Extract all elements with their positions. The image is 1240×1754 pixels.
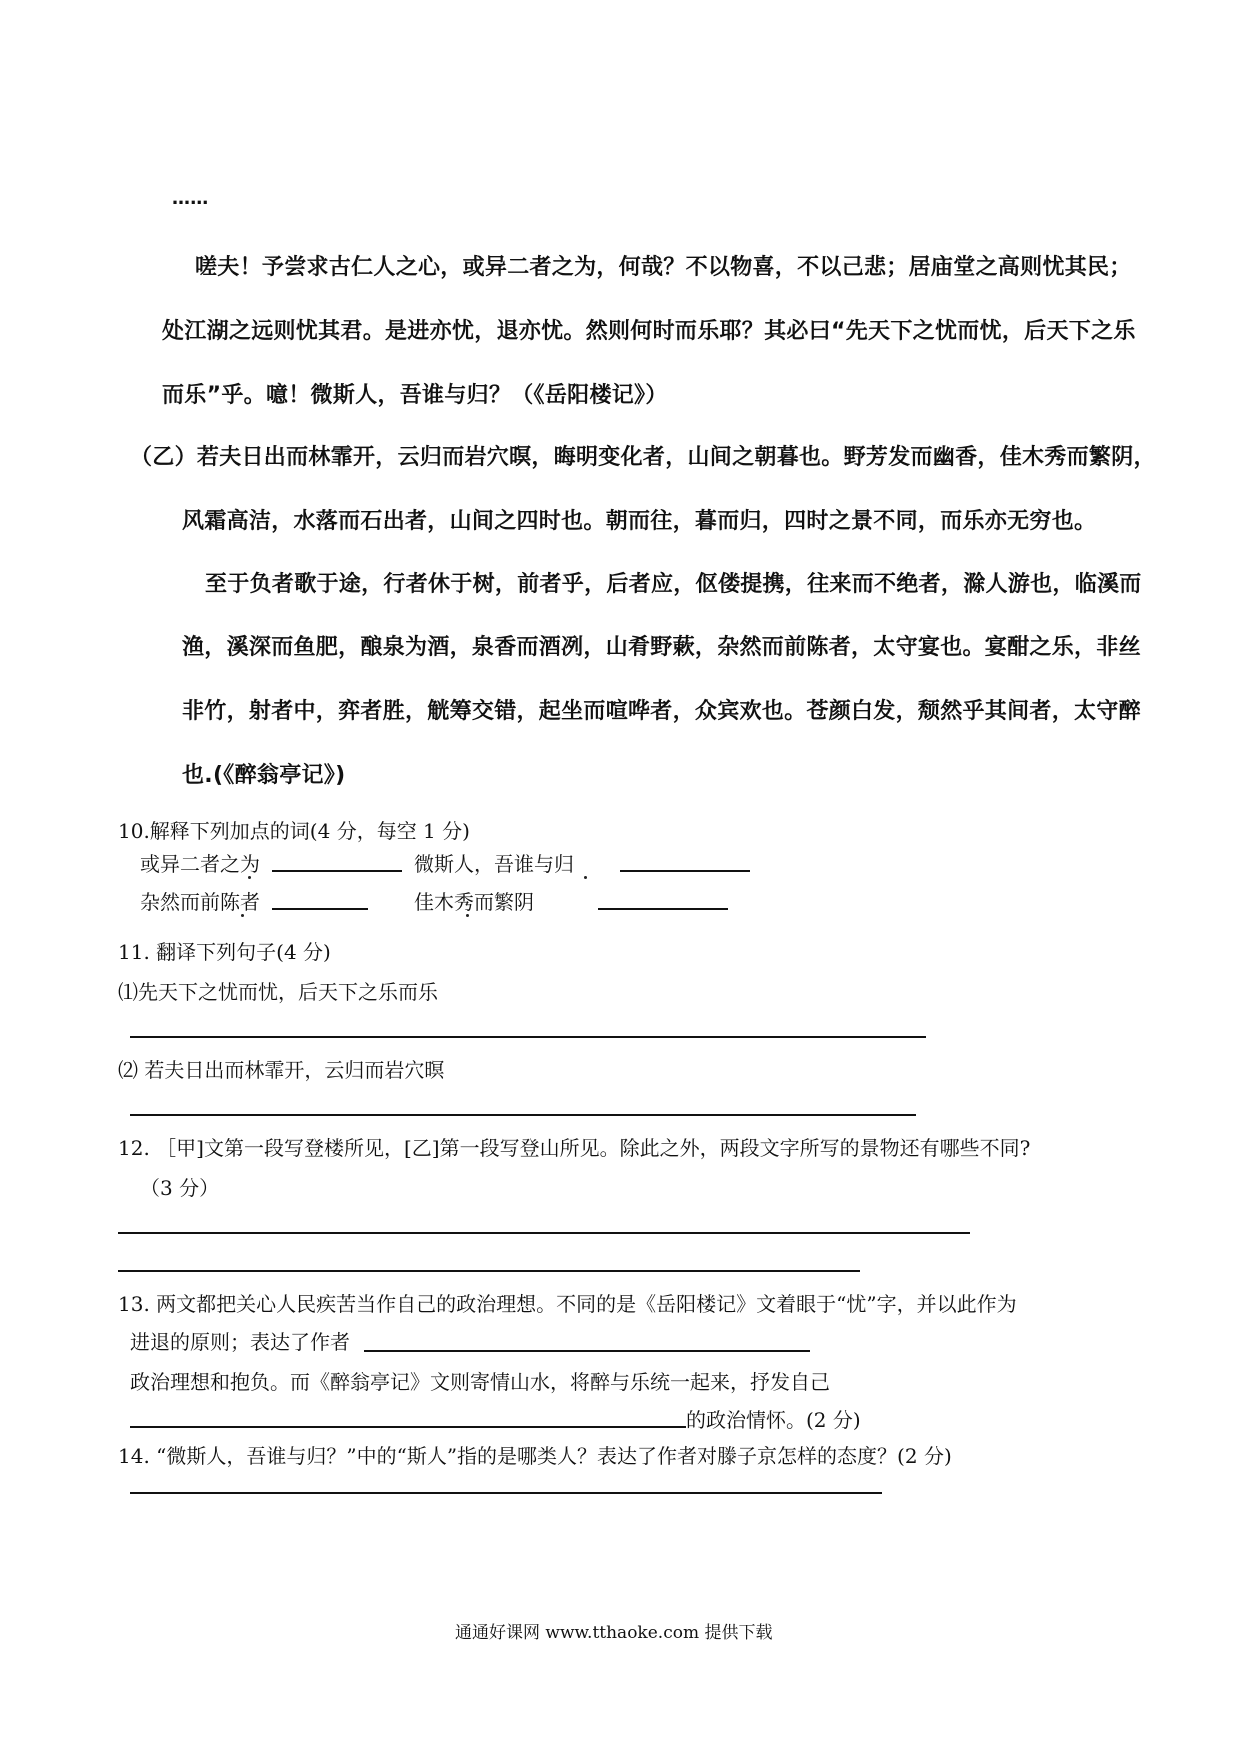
page-footer: 通通好课网 www.tthaoke.com 提供下载 — [455, 1623, 773, 1643]
q11-answer-line-2[interactable] — [130, 1114, 916, 1116]
passage-yi-line-5: 非竹，射者中，弈者胜，觥筹交错，起坐而喧哗者，众宾欢也。苍颜白发，颓然乎其间者，太守醉 — [182, 699, 1141, 724]
passage-yi-line-4: 渔，溪深而鱼肥，酿泉为酒，泉香而酒冽，山肴野蔌，杂然而前陈者，太守宴也。宴酣之乐，非丝 — [182, 635, 1141, 660]
q13-text-line-3: 政治理想和抱负。而《醉翁亭记》文则寄情山水，将醉与乐统一起来，抒发自己 — [130, 1370, 830, 1394]
emphasis-dot — [584, 876, 587, 879]
passage-yi-line-2: 风霜高洁，水落而石出者，山间之四时也。朝而往，暮而归，四时之景不同，而乐亦无穷也。 — [182, 509, 1097, 534]
passage-jia-line-1: 嗟夫！予尝求古仁人之心，或异二者之为，何哉？不以物喜，不以己悲；居庙堂之高则忧其民； — [195, 255, 1132, 280]
q13-text-line-2: 进退的原则；表达了作者 — [130, 1330, 350, 1354]
q10-title: 10.解释下列加点的词(4 分，每空 1 分) — [118, 819, 470, 843]
q11-sentence-1: ⑴先天下之忧而忧，后天下之乐而乐 — [118, 980, 438, 1004]
passage-yi-line-1: （乙）若夫日出而林霏开，云归而岩穴暝，晦明变化者，山间之朝暮也。野芳发而幽香，佳木秀而繁阴， — [130, 445, 1156, 470]
q11-title: 11. 翻译下列句子(4 分) — [118, 940, 331, 964]
q10-item-2: 微斯人，吾谁与归 — [414, 852, 574, 876]
passage-yi-line-3: 至于负者歌于途，行者休于树，前者乎，后者应，伛偻提携，往来而不绝者，滁人游也，临溪而 — [205, 572, 1142, 597]
q12-answer-line-2[interactable] — [118, 1270, 860, 1272]
passage-jia-line-2: 处江湖之远则忧其君。是进亦忧，退亦忧。然则何时而乐耶？其必曰“先天下之忧而忧，后天下之乐 — [162, 319, 1136, 344]
q14-text-line-1: 14. “微斯人，吾谁与归？”中的“斯人”指的是哪类人？表达了作者对滕子京怎样的态度？(2 分) — [118, 1444, 952, 1468]
passage-yi-line-6: 也.(《醉翁亭记》) — [182, 763, 346, 788]
emphasis-dot — [248, 876, 251, 879]
q10-answer-line-4[interactable] — [598, 908, 728, 910]
q13-text-line-4: 的政治情怀。(2 分) — [686, 1408, 861, 1432]
q13-answer-line-1[interactable] — [364, 1350, 810, 1352]
q10-item-1: 或异二者之为 — [140, 852, 260, 876]
passage-ellipsis: …… — [172, 188, 209, 209]
q11-answer-line-1[interactable] — [130, 1036, 926, 1038]
emphasis-dot — [241, 914, 244, 917]
q10-item-3: 杂然而前陈者 — [140, 890, 260, 914]
q12-text-line-1: 12. ［甲]文第一段写登楼所见，[乙]第一段写登山所见。除此之外，两段文字所写的景物还有哪些不同? — [118, 1136, 1031, 1160]
emphasis-dot — [466, 914, 469, 917]
q10-item-4: 佳木秀而繁阴 — [414, 890, 534, 914]
q10-answer-line-2[interactable] — [620, 870, 750, 872]
q11-sentence-2: ⑵ 若夫日出而林霏开，云归而岩穴暝 — [118, 1058, 445, 1082]
q10-answer-line-3[interactable] — [272, 908, 368, 910]
q12-text-line-2: （3 分） — [140, 1176, 220, 1200]
q13-answer-line-2[interactable] — [130, 1426, 686, 1428]
q12-answer-line-1[interactable] — [118, 1232, 970, 1234]
passage-jia-line-3: 而乐”乎。噫！微斯人，吾谁与归？（《岳阳楼记》） — [162, 383, 668, 408]
q10-answer-line-1[interactable] — [272, 870, 402, 872]
q14-answer-line-1[interactable] — [130, 1492, 882, 1494]
q13-text-line-1: 13. 两文都把关心人民疾苦当作自己的政治理想。不同的是《岳阳楼记》文着眼于“忧”字，并以此作为 — [118, 1292, 1017, 1316]
